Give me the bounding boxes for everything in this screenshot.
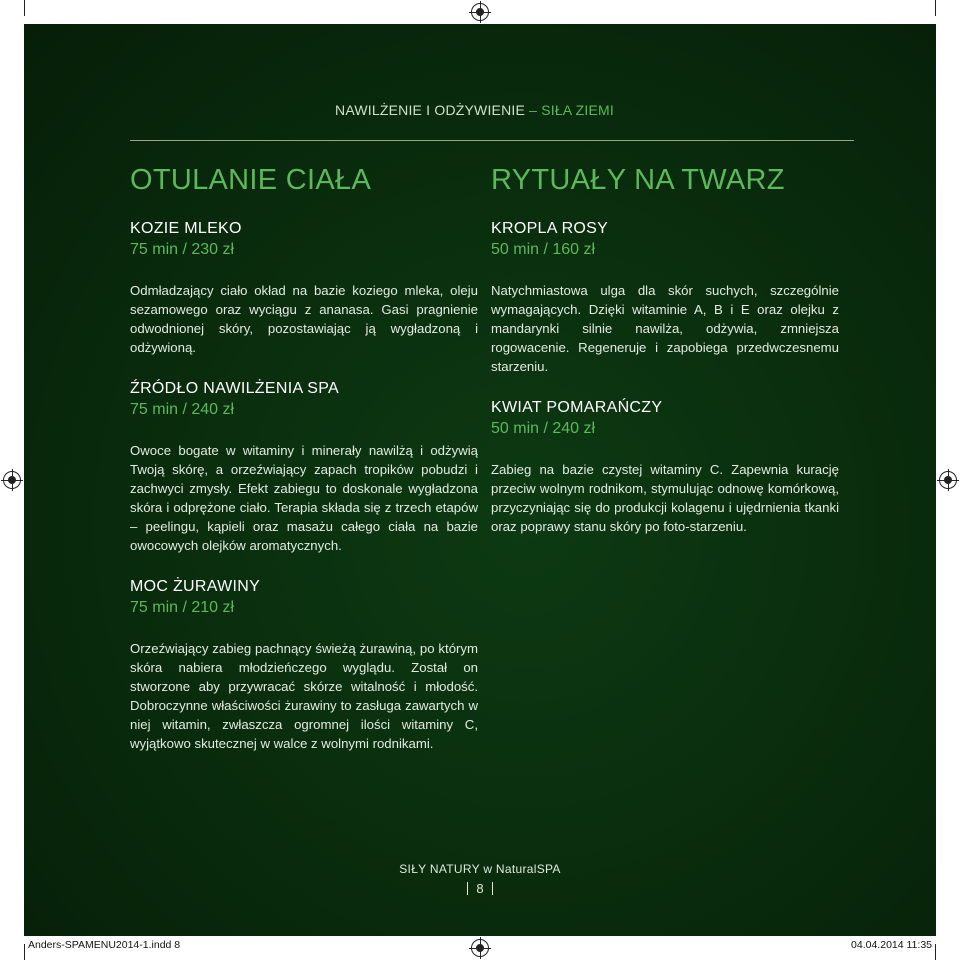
page-number (24, 881, 936, 896)
treatment-price: 50 min / 240 zł (491, 420, 596, 437)
page-number-bar (467, 882, 468, 895)
treatment-item (491, 398, 839, 536)
treatment-item (130, 219, 478, 357)
page-number-value: 8 (476, 881, 484, 896)
treatment-item (491, 219, 839, 376)
treatment-name: MOC ŻURAWINY (130, 578, 261, 595)
treatment-price: 75 min / 230 zł (130, 241, 235, 258)
registration-mark-top (471, 3, 489, 21)
header-main: NAWILŻENIE I ODŻYWIENIE (335, 102, 526, 118)
treatment-price: 50 min / 160 zł (491, 241, 596, 258)
treatment-description: Zabieg na bazie czystej witaminy C. Zapewnia kurację przeciw wolnym rodnikom, stymulując odnowę komórkową, przyczyniając się do produkcji kolagenu i ujędrnienia tkanki oraz poprawy stanu skóry po foto-starzeniu. (491, 462, 839, 534)
crop-mark (24, 0, 25, 16)
registration-mark-left (3, 471, 21, 489)
left-column (130, 164, 478, 775)
right-column (491, 164, 839, 558)
header-divider (130, 140, 854, 141)
treatment-description: Orzeźwiający zabieg pachnący świeżą żurawiną, po którym skóra nabiera młodzieńczego wyglądu. Został on stworzone aby przywracać skórze witalność i młodość. Dobroczynne właściwości żurawiny to zasługa zawartych w niej witamin, zwłaszcza ogromnej ilości witaminy C, wyjątkowo skutecznej w walce z wolnymi rodnikami. (130, 641, 478, 751)
section-title-face: RYTUAŁY NA TWARZ (491, 164, 785, 196)
treatment-description: Natychmiastowa ulga dla skór suchych, szczególnie wymagających. Dzięki witaminie A, B i E oraz olejku z mandarynki silnie nawilża, odżywia, zmniejsza rogowacenie. Regeneruje i zapobiega przedwczesnemu starzeniu. (491, 283, 839, 374)
treatment-price: 75 min / 210 zł (130, 599, 235, 616)
registration-mark-bottom (471, 939, 489, 957)
treatment-name: KWIAT POMARAŃCZY (491, 399, 663, 416)
section-title-body: OTULANIE CIAŁA (130, 164, 372, 196)
footer-brand: SIŁY NATURY w NaturalSPA (399, 862, 561, 876)
treatment-name: ŹRÓDŁO NAWILŻENIA SPA (130, 380, 340, 397)
treatment-item (130, 577, 478, 753)
treatment-name: KROPLA ROSY (491, 220, 609, 237)
header-accent: – SIŁA ZIEMI (525, 102, 614, 118)
crop-mark (935, 0, 936, 16)
menu-page (24, 24, 936, 936)
treatment-price: 75 min / 240 zł (130, 401, 235, 418)
print-slug-file: Anders-SPAMENU2014-1.indd 8 (28, 939, 181, 951)
crop-mark (935, 944, 936, 960)
treatment-name: KOZIE MLEKO (130, 220, 242, 237)
treatment-description: Owoce bogate w witaminy i minerały nawilżą i odżywią Twoją skórę, a orzeźwiający zapach tropików pobudzi i zachwyci zmysły. Efekt zabiegu to doskonale wygładzona skóra i odprężone ciało. Terapia składa się z trzech etapów – peelingu, kąpieli oraz masażu całego ciała na bazie owocowych olejków aromatycznych. (130, 443, 478, 553)
crop-mark (24, 944, 25, 960)
treatment-description: Odmładzający ciało okład na bazie koziego mleka, oleju sezamowego oraz wyciągu z ananasa. Gasi pragnienie odwodnionej skóry, pozostawiając ją wygładzoną i odżywioną. (130, 283, 478, 355)
page-number-bar (492, 882, 493, 895)
treatment-item (130, 379, 478, 555)
page-header (335, 102, 614, 118)
print-slug-datetime: 04.04.2014 11:35 (851, 939, 932, 951)
registration-mark-right (939, 471, 957, 489)
